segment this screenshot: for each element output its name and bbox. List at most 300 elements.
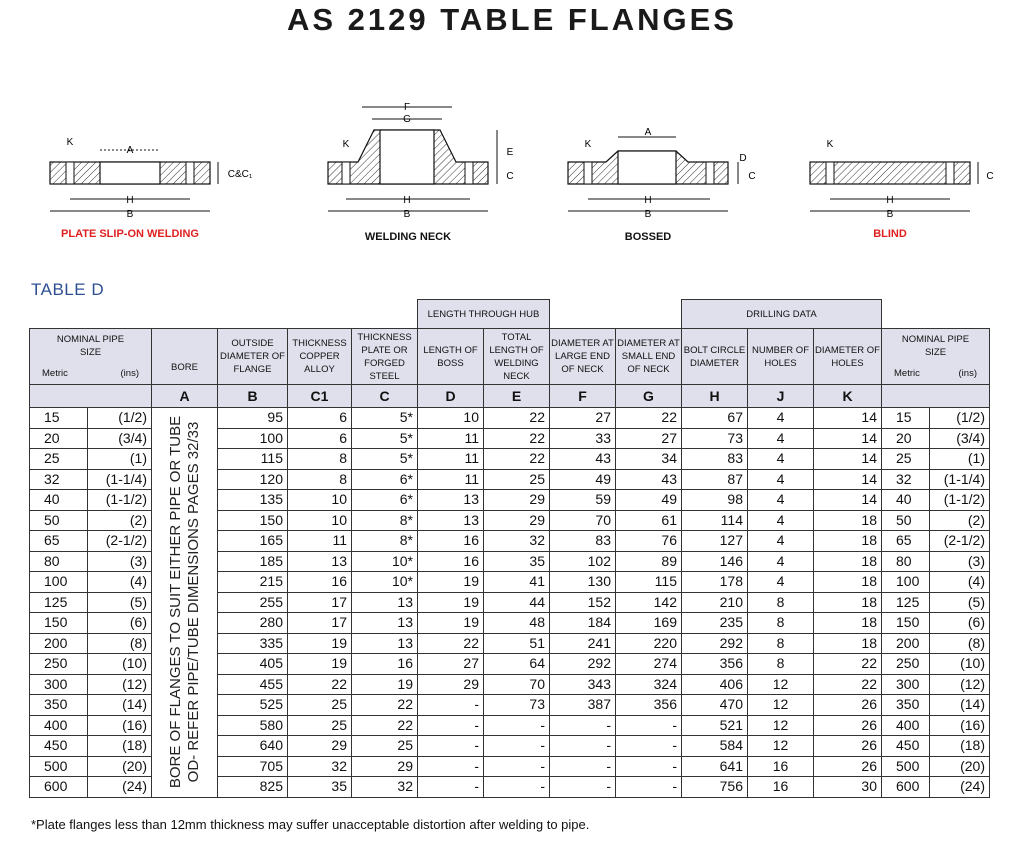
letter-c1: C1 <box>288 385 352 408</box>
table-cell: (18) <box>88 736 152 757</box>
table-cell: 43 <box>550 449 616 470</box>
dim-c-label: C <box>506 171 514 182</box>
table-cell: 44 <box>484 592 550 613</box>
table-cell: 65 <box>30 531 88 552</box>
table-cell: 8 <box>288 449 352 470</box>
table-cell: 146 <box>682 551 748 572</box>
dim-b-label: B <box>644 209 652 220</box>
table-cell: - <box>484 756 550 777</box>
table-cell: (10) <box>930 654 990 675</box>
dim-k-label: K <box>342 139 350 150</box>
footnote: *Plate flanges less than 12mm thickness may suffer unacceptable distortion after welding to pipe. <box>31 817 590 832</box>
table-cell: 300 <box>882 674 930 695</box>
table-cell: 32 <box>30 469 88 490</box>
dim-b-label: B <box>886 209 894 220</box>
table-cell: (12) <box>930 674 990 695</box>
blind-diagram <box>810 139 994 220</box>
table-cell: 22 <box>288 674 352 695</box>
letter-j: J <box>748 385 814 408</box>
table-cell: 13 <box>418 510 484 531</box>
table-cell: (5) <box>930 592 990 613</box>
table-cell: 13 <box>352 592 418 613</box>
table-cell: 450 <box>30 736 88 757</box>
table-cell: 29 <box>288 736 352 757</box>
table-cell: 584 <box>682 736 748 757</box>
table-cell: 27 <box>418 654 484 675</box>
table-cell: 12 <box>748 736 814 757</box>
table-cell: 400 <box>882 715 930 736</box>
table-cell: (1-1/4) <box>930 469 990 490</box>
plate-slip-on-diagram <box>50 137 253 220</box>
table-cell: 200 <box>30 633 88 654</box>
table-cell: 405 <box>218 654 288 675</box>
table-cell: (1) <box>930 449 990 470</box>
table-cell: 387 <box>550 695 616 716</box>
table-cell: 22 <box>616 408 682 429</box>
table-cell: 580 <box>218 715 288 736</box>
table-cell: 25 <box>288 695 352 716</box>
table-cell: 150 <box>882 613 930 634</box>
table-cell: 6* <box>352 469 418 490</box>
table-cell: 26 <box>814 756 882 777</box>
table-cell: 102 <box>550 551 616 572</box>
table-cell: 6 <box>288 428 352 449</box>
table-cell: 4 <box>748 572 814 593</box>
table-cell: - <box>418 695 484 716</box>
table-cell: (2-1/2) <box>930 531 990 552</box>
table-cell: 22 <box>484 428 550 449</box>
table-cell: (1-1/2) <box>88 490 152 511</box>
table-cell: 10 <box>288 510 352 531</box>
table-cell: 5* <box>352 449 418 470</box>
table-cell: (16) <box>930 715 990 736</box>
table-cell: 150 <box>30 613 88 634</box>
table-cell: 5* <box>352 428 418 449</box>
table-cell: 8* <box>352 510 418 531</box>
table-cell: 19 <box>288 654 352 675</box>
table-cell: (6) <box>88 613 152 634</box>
table-cell: 280 <box>218 613 288 634</box>
table-cell: 19 <box>418 572 484 593</box>
table-cell: 22 <box>352 695 418 716</box>
table-cell: 22 <box>352 715 418 736</box>
table-cell: 14 <box>814 408 882 429</box>
table-cell: 98 <box>682 490 748 511</box>
table-cell: - <box>418 756 484 777</box>
table-cell: 25 <box>484 469 550 490</box>
label-plate-slip-on: PLATE SLIP-ON WELDING <box>61 228 199 240</box>
table-cell: 20 <box>30 428 88 449</box>
table-cell: 51 <box>484 633 550 654</box>
table-cell: 406 <box>682 674 748 695</box>
letter-header-row <box>30 385 990 408</box>
table-cell: 16 <box>418 531 484 552</box>
dim-b-label: B <box>403 209 411 220</box>
table-cell: 12 <box>748 695 814 716</box>
bore-note-line-1: BORE OF FLANGES TO SUIT EITHER PIPE OR TUBE <box>166 416 184 789</box>
table-cell: 40 <box>882 490 930 511</box>
table-cell: 135 <box>218 490 288 511</box>
page-title: AS 2129 TABLE FLANGES <box>286 2 737 37</box>
table-cell: 705 <box>218 756 288 777</box>
table-cell: 4 <box>748 531 814 552</box>
table-cell: - <box>550 756 616 777</box>
table-cell: 48 <box>484 613 550 634</box>
table-cell: 26 <box>814 715 882 736</box>
table-cell: 26 <box>814 695 882 716</box>
dim-h-label: H <box>126 195 134 206</box>
table-cell: 15 <box>882 408 930 429</box>
table-cell: 17 <box>288 592 352 613</box>
letter-a: A <box>152 385 218 408</box>
thickness-copper-header: THICKNESS COPPER ALLOY <box>288 329 352 385</box>
table-cell: 18 <box>814 572 882 593</box>
table-cell: 450 <box>882 736 930 757</box>
table-cell: (2-1/2) <box>88 531 152 552</box>
table-cell: 83 <box>550 531 616 552</box>
table-cell: 73 <box>484 695 550 716</box>
nominal-size-header <box>30 329 152 385</box>
table-cell: 13 <box>352 633 418 654</box>
table-cell: 34 <box>616 449 682 470</box>
table-cell: (2) <box>88 510 152 531</box>
table-cell: 350 <box>882 695 930 716</box>
table-cell: 26 <box>814 736 882 757</box>
table-cell: 10 <box>288 490 352 511</box>
table-cell: 25 <box>288 715 352 736</box>
table-cell: 4 <box>748 510 814 531</box>
table-cell: 150 <box>218 510 288 531</box>
table-cell: 152 <box>550 592 616 613</box>
table-cell: 521 <box>682 715 748 736</box>
nominal-size-header-right <box>882 329 990 385</box>
table-cell: 25 <box>30 449 88 470</box>
table-cell: 120 <box>218 469 288 490</box>
outside-diameter-header: OUTSIDE DIAMETER OF FLANGE <box>218 329 288 385</box>
label-blind: BLIND <box>873 228 907 240</box>
table-cell: 4 <box>748 428 814 449</box>
table-cell: 210 <box>682 592 748 613</box>
table-cell: 22 <box>814 654 882 675</box>
table-cell: - <box>616 715 682 736</box>
table-cell: - <box>484 736 550 757</box>
table-cell: 17 <box>288 613 352 634</box>
bore-note-line-2: OD- REFER PIPE/TUBE DIMENSIONS PAGES 32/33 <box>184 421 202 783</box>
table-cell: (12) <box>88 674 152 695</box>
table-cell: 274 <box>616 654 682 675</box>
table-cell: 470 <box>682 695 748 716</box>
table-cell: 10* <box>352 551 418 572</box>
table-title: TABLE D <box>31 280 105 299</box>
table-cell: 125 <box>30 592 88 613</box>
table-cell: (10) <box>88 654 152 675</box>
table-cell: 16 <box>352 654 418 675</box>
table-cell: 756 <box>682 777 748 798</box>
dim-cc1-label: C&C₁ <box>227 169 253 180</box>
table-cell: (24) <box>88 777 152 798</box>
table-cell: 250 <box>882 654 930 675</box>
table-cell: (24) <box>930 777 990 798</box>
table-cell: 8 <box>748 633 814 654</box>
table-cell: 250 <box>30 654 88 675</box>
table-cell: 12 <box>748 715 814 736</box>
table-cell: 16 <box>288 572 352 593</box>
table-cell: 50 <box>882 510 930 531</box>
table-cell: (1/2) <box>88 408 152 429</box>
table-cell: (14) <box>930 695 990 716</box>
table-cell: 292 <box>550 654 616 675</box>
table-cell: 16 <box>418 551 484 572</box>
table-cell: 29 <box>484 490 550 511</box>
table-cell: 16 <box>748 756 814 777</box>
table-cell: 30 <box>814 777 882 798</box>
table-cell: 8* <box>352 531 418 552</box>
table-cell: - <box>550 736 616 757</box>
label-bossed: BOSSED <box>624 231 672 243</box>
table-cell: 8 <box>288 469 352 490</box>
diameter-small-header: DIAMETER AT SMALL END OF NECK <box>616 329 682 385</box>
table-cell: 130 <box>550 572 616 593</box>
welding-neck-diagram <box>328 102 514 220</box>
table-cell: 67 <box>682 408 748 429</box>
table-cell: 400 <box>30 715 88 736</box>
table-cell: 184 <box>550 613 616 634</box>
table-cell: - <box>550 715 616 736</box>
bore-note-cell <box>152 408 218 798</box>
table-cell: 11 <box>288 531 352 552</box>
table-cell: 12 <box>748 674 814 695</box>
table-cell: 500 <box>882 756 930 777</box>
letter-e: E <box>484 385 550 408</box>
flange-table <box>29 299 990 798</box>
table-cell: 292 <box>682 633 748 654</box>
table-cell: 29 <box>418 674 484 695</box>
table-cell: 22 <box>418 633 484 654</box>
table-cell: (20) <box>930 756 990 777</box>
table-cell: (4) <box>930 572 990 593</box>
table-cell: 18 <box>814 551 882 572</box>
table-cell: 61 <box>616 510 682 531</box>
table-cell: 25 <box>352 736 418 757</box>
table-cell: 41 <box>484 572 550 593</box>
table-cell: 825 <box>218 777 288 798</box>
table-cell: 20 <box>882 428 930 449</box>
letter-d: D <box>418 385 484 408</box>
letter-g: G <box>616 385 682 408</box>
drilling-data-header: DRILLING DATA <box>682 300 882 329</box>
table-cell: 255 <box>218 592 288 613</box>
table-cell: 19 <box>418 592 484 613</box>
metric-label: Metric <box>42 368 68 379</box>
table-cell: 19 <box>418 613 484 634</box>
ins-label: (ins) <box>958 368 977 379</box>
group-header-row <box>30 300 990 329</box>
dim-a-label: A <box>126 145 134 156</box>
table-cell: 87 <box>682 469 748 490</box>
table-cell: - <box>418 715 484 736</box>
bolt-circle-header: BOLT CIRCLE DIAMETER <box>682 329 748 385</box>
table-cell: 29 <box>484 510 550 531</box>
table-cell: 10 <box>418 408 484 429</box>
table-cell: 32 <box>288 756 352 777</box>
dim-a-label: A <box>644 127 652 138</box>
table-cell: 22 <box>484 408 550 429</box>
table-cell: 100 <box>30 572 88 593</box>
table-cell: (2) <box>930 510 990 531</box>
table-cell: 10* <box>352 572 418 593</box>
total-length-header: TOTAL LENGTH OF WELDING NECK <box>484 329 550 385</box>
table-cell: - <box>616 756 682 777</box>
table-cell: 32 <box>484 531 550 552</box>
table-cell: 59 <box>550 490 616 511</box>
table-cell: 40 <box>30 490 88 511</box>
length-of-boss-header: LENGTH OF BOSS <box>418 329 484 385</box>
table-cell: 80 <box>882 551 930 572</box>
table-cell: 89 <box>616 551 682 572</box>
table-cell: 43 <box>616 469 682 490</box>
table-cell: (3) <box>930 551 990 572</box>
table-cell: 641 <box>682 756 748 777</box>
table-cell: (6) <box>930 613 990 634</box>
table-cell: 4 <box>748 469 814 490</box>
table-cell: 73 <box>682 428 748 449</box>
table-cell: 18 <box>814 613 882 634</box>
table-cell: - <box>484 777 550 798</box>
table-cell: 115 <box>218 449 288 470</box>
letter-f: F <box>550 385 616 408</box>
table-cell: 169 <box>616 613 682 634</box>
label-welding-neck: WELDING NECK <box>364 231 452 243</box>
bore-header-text: BORE <box>171 362 198 373</box>
table-cell: - <box>616 777 682 798</box>
table-cell: 178 <box>682 572 748 593</box>
diameter-holes-header: DIAMETER OF HOLES <box>814 329 882 385</box>
table-cell: (1-1/4) <box>88 469 152 490</box>
dim-k-label: K <box>66 137 74 148</box>
table-cell: (3) <box>88 551 152 572</box>
table-cell: 4 <box>748 490 814 511</box>
table-cell: 11 <box>418 469 484 490</box>
table-cell: 8 <box>748 654 814 675</box>
dim-e-label: E <box>506 147 514 158</box>
dim-d-label: D <box>739 153 747 164</box>
table-cell: 185 <box>218 551 288 572</box>
table-cell: 525 <box>218 695 288 716</box>
table-cell: 16 <box>748 777 814 798</box>
table-cell: 80 <box>30 551 88 572</box>
table-cell: 32 <box>882 469 930 490</box>
table-cell: 220 <box>616 633 682 654</box>
table-cell: 125 <box>882 592 930 613</box>
dim-b-label: B <box>126 209 134 220</box>
table-body <box>30 408 990 798</box>
table-cell: 300 <box>30 674 88 695</box>
table-cell: 142 <box>616 592 682 613</box>
table-cell: 29 <box>352 756 418 777</box>
table-cell: (1-1/2) <box>930 490 990 511</box>
table-cell: 356 <box>682 654 748 675</box>
table-cell: - <box>616 736 682 757</box>
table-cell: 127 <box>682 531 748 552</box>
table-cell: 95 <box>218 408 288 429</box>
table-cell: - <box>550 777 616 798</box>
table-cell: 6* <box>352 490 418 511</box>
table-cell: (1/2) <box>930 408 990 429</box>
table-cell: 32 <box>352 777 418 798</box>
dim-c-label: C <box>986 171 994 182</box>
table-cell: 335 <box>218 633 288 654</box>
table-cell: 343 <box>550 674 616 695</box>
table-cell: 70 <box>484 674 550 695</box>
nominal-size-text: NOMINAL PIPE SIZE <box>56 334 125 358</box>
table-cell: 4 <box>748 551 814 572</box>
table-cell: 18 <box>814 592 882 613</box>
dim-k-label: K <box>826 139 834 150</box>
table-cell: (5) <box>88 592 152 613</box>
thickness-plate-header: THICKNESS PLATE OR FORGED STEEL <box>352 329 418 385</box>
table-cell: 49 <box>550 469 616 490</box>
table-cell: 14 <box>814 469 882 490</box>
table-cell: 22 <box>484 449 550 470</box>
table-cell: 27 <box>550 408 616 429</box>
table-cell: 83 <box>682 449 748 470</box>
table-cell: 5* <box>352 408 418 429</box>
table-cell: 35 <box>288 777 352 798</box>
table-cell: 22 <box>814 674 882 695</box>
metric-label: Metric <box>894 368 920 379</box>
table-cell: - <box>418 736 484 757</box>
table-cell: 115 <box>616 572 682 593</box>
table-cell: 215 <box>218 572 288 593</box>
table-cell: 18 <box>814 531 882 552</box>
dim-g-label: G <box>403 114 411 125</box>
dim-h-label: H <box>403 195 411 206</box>
table-cell: 4 <box>748 449 814 470</box>
table-cell: 70 <box>550 510 616 531</box>
table-cell: 49 <box>616 490 682 511</box>
table-cell: 19 <box>352 674 418 695</box>
table-cell: (18) <box>930 736 990 757</box>
table-cell: 324 <box>616 674 682 695</box>
table-cell: 114 <box>682 510 748 531</box>
table-cell: 18 <box>814 633 882 654</box>
table-cell: 200 <box>882 633 930 654</box>
table-cell: 600 <box>882 777 930 798</box>
table-cell: 50 <box>30 510 88 531</box>
letter-k: K <box>814 385 882 408</box>
table-cell: 19 <box>288 633 352 654</box>
table-cell: - <box>484 715 550 736</box>
table-cell: 13 <box>288 551 352 572</box>
table-cell: 27 <box>616 428 682 449</box>
bossed-diagram <box>568 127 756 220</box>
table-cell: 13 <box>352 613 418 634</box>
table-cell: 350 <box>30 695 88 716</box>
table-cell: 13 <box>418 490 484 511</box>
number-holes-header: NUMBER OF HOLES <box>748 329 814 385</box>
letter-c: C <box>352 385 418 408</box>
table-cell: 35 <box>484 551 550 572</box>
table-cell: 500 <box>30 756 88 777</box>
table-cell: 600 <box>30 777 88 798</box>
table-cell: (1) <box>88 449 152 470</box>
table-cell: 65 <box>882 531 930 552</box>
table-cell: 100 <box>882 572 930 593</box>
table-cell: - <box>418 777 484 798</box>
table-cell: 6 <box>288 408 352 429</box>
table-cell: 18 <box>814 510 882 531</box>
table-cell: (8) <box>930 633 990 654</box>
